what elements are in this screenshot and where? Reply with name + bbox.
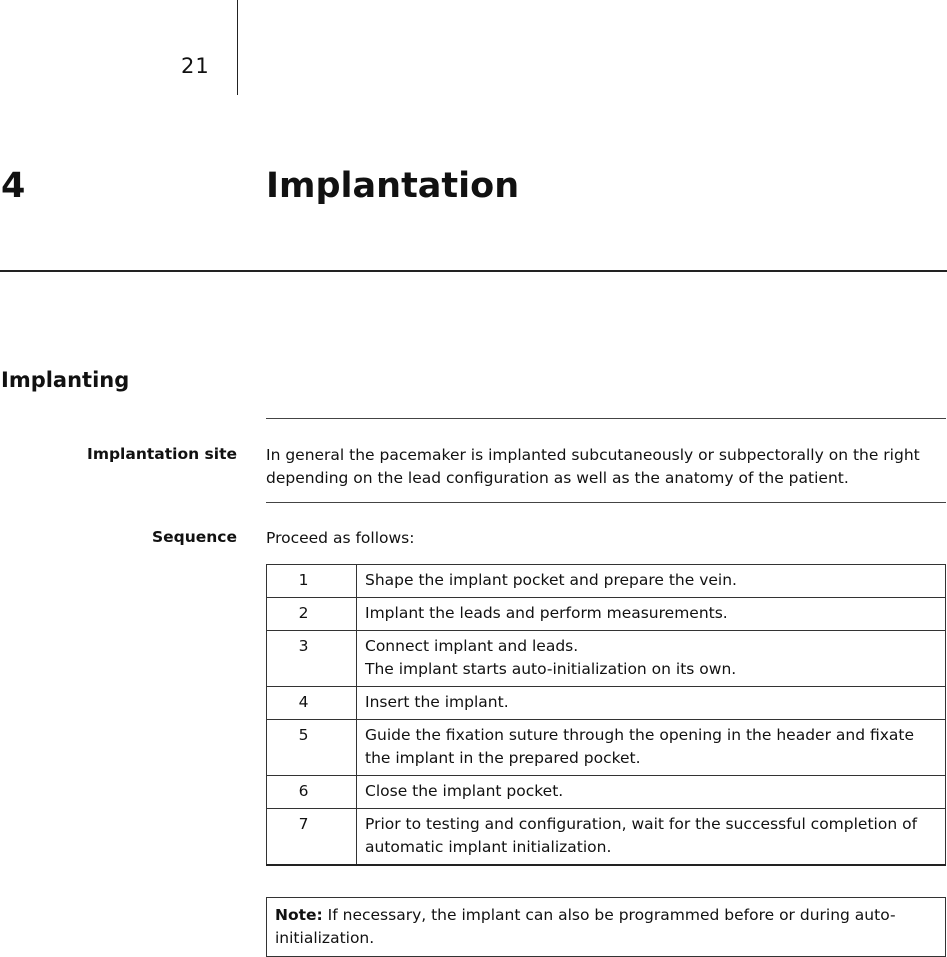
step-line: Connect implant and leads. bbox=[365, 637, 579, 655]
step-text bbox=[357, 687, 946, 720]
section-divider bbox=[266, 502, 946, 503]
note-box bbox=[266, 897, 946, 957]
implantation-site-text: In general the pacemaker is implanted subcutaneously or subpectorally on the right depending on the lead configuration as well as the anatomy of the patient. bbox=[266, 446, 920, 487]
table-row bbox=[267, 687, 946, 720]
step-line: Shape the implant pocket and prepare the vein. bbox=[365, 571, 737, 589]
step-number: 7 bbox=[267, 809, 357, 866]
note-label: Note: bbox=[275, 906, 323, 924]
table-row bbox=[267, 720, 946, 776]
step-line: Close the implant pocket. bbox=[365, 782, 564, 800]
sequence-label: Sequence bbox=[151, 528, 237, 546]
implantation-site-label: Implantation site bbox=[87, 445, 237, 463]
table-row bbox=[267, 809, 946, 866]
section-heading: Implanting bbox=[1, 368, 130, 392]
step-text bbox=[357, 598, 946, 631]
table-row bbox=[267, 565, 946, 598]
table-row bbox=[267, 598, 946, 631]
steps-table bbox=[266, 564, 946, 866]
step-line: Implant the leads and perform measurements. bbox=[365, 604, 728, 622]
step-text bbox=[357, 776, 946, 809]
chapter-divider bbox=[0, 270, 947, 272]
step-text bbox=[357, 565, 946, 598]
chapter-number: 4 bbox=[1, 166, 26, 206]
step-line: The implant starts auto-initialization on its own. bbox=[365, 660, 737, 678]
step-text bbox=[357, 809, 946, 866]
table-row bbox=[267, 776, 946, 809]
step-number: 6 bbox=[267, 776, 357, 809]
step-text bbox=[357, 631, 946, 687]
sequence-intro: Proceed as follows: bbox=[266, 529, 415, 547]
table-row bbox=[267, 631, 946, 687]
step-number: 1 bbox=[267, 565, 357, 598]
step-line: Guide the fixation suture through the opening in the header and fixate the implant in the prepared pocket. bbox=[365, 726, 915, 767]
page-number: 21 bbox=[181, 54, 210, 78]
header-divider bbox=[237, 0, 238, 95]
step-number: 2 bbox=[267, 598, 357, 631]
section-divider bbox=[266, 418, 946, 419]
step-text bbox=[357, 720, 946, 776]
step-number: 3 bbox=[267, 631, 357, 687]
step-number: 5 bbox=[267, 720, 357, 776]
note-text: If necessary, the implant can also be programmed before or during auto-initialization. bbox=[275, 906, 896, 947]
chapter-title: Implantation bbox=[266, 166, 520, 206]
step-number: 4 bbox=[267, 687, 357, 720]
step-line: Insert the implant. bbox=[365, 693, 509, 711]
step-line: Prior to testing and configuration, wait for the successful completion of automatic implant initialization. bbox=[365, 815, 918, 856]
